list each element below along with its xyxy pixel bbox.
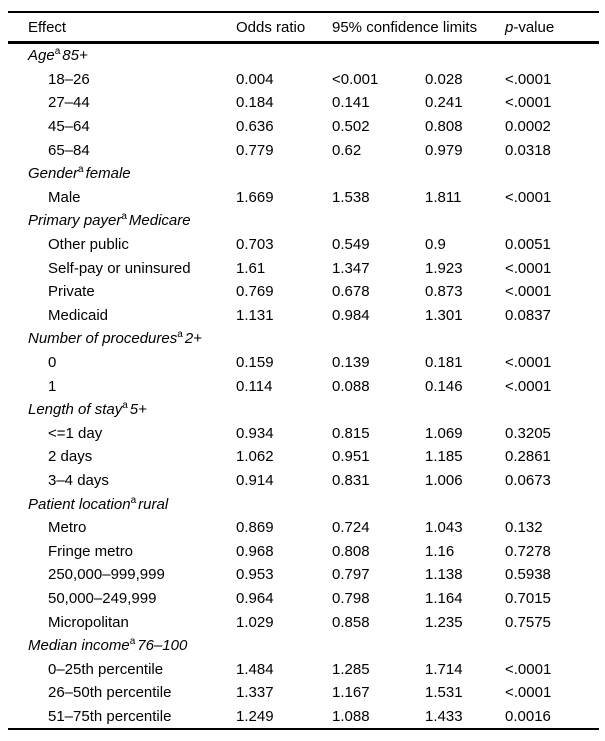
section-header-row — [8, 327, 599, 351]
ci-upper-cell: 0.808 — [425, 118, 463, 136]
section-reference-level: rural — [138, 495, 169, 513]
ci-lower-cell: 1.538 — [332, 188, 370, 206]
section-header-row — [8, 209, 599, 233]
ci-lower-cell: 0.139 — [332, 354, 370, 372]
effect-cell: Private — [48, 283, 95, 301]
table-row — [8, 469, 599, 493]
header-row — [8, 12, 599, 43]
p-value-cell: 0.132 — [505, 519, 543, 537]
odds-ratio-cell: 1.669 — [236, 188, 274, 206]
p-value-cell: <.0001 — [505, 660, 552, 678]
ci-upper-cell: 1.043 — [425, 519, 463, 537]
p-value-cell: 0.7278 — [505, 542, 551, 560]
table-row — [8, 138, 599, 162]
section-header-row — [8, 634, 599, 658]
ci-lower-cell: 0.502 — [332, 118, 370, 136]
p-value-cell: <.0001 — [505, 684, 552, 702]
table-row — [8, 422, 599, 446]
ci-lower-cell: 0.831 — [332, 471, 370, 489]
section-reference-level: female — [85, 165, 131, 183]
table-row — [8, 445, 599, 469]
odds-ratio-cell: 0.159 — [236, 354, 274, 372]
section-reference-level: 2+ — [184, 330, 202, 348]
p-value-cell: 0.7015 — [505, 589, 551, 607]
table-row — [8, 610, 599, 634]
p-value-cell: 0.5938 — [505, 566, 551, 584]
ci-lower-cell: 0.951 — [332, 448, 370, 466]
ci-upper-cell: 1.811 — [425, 188, 462, 206]
table-row — [8, 68, 599, 92]
p-value-cell: 0.0673 — [505, 471, 551, 489]
p-value-cell: 0.0837 — [505, 306, 551, 324]
table-header — [8, 12, 599, 43]
section-reference-level: 85+ — [62, 47, 88, 65]
footnote-marker: a — [78, 164, 84, 176]
section-header-cell — [8, 209, 599, 233]
odds-ratio-cell: 1.484 — [236, 660, 274, 678]
effect-cell: 3–4 days — [48, 471, 109, 489]
ci-lower-cell: 0.678 — [332, 283, 370, 301]
section-header-cell — [8, 634, 599, 658]
ci-upper-cell: 0.979 — [425, 141, 463, 159]
ci-lower-cell: 1.088 — [332, 707, 370, 725]
table-row — [8, 516, 599, 540]
odds-ratio-cell: 0.114 — [236, 377, 273, 395]
effect-cell: Fringe metro — [48, 542, 134, 560]
effect-cell: 2 days — [48, 448, 93, 466]
footnote-marker: a — [122, 400, 128, 412]
odds-ratio-cell: 1.249 — [236, 707, 274, 725]
ci-upper-cell: 0.181 — [425, 354, 463, 372]
ci-upper-cell: 0.873 — [425, 283, 463, 301]
ci-upper-cell: 1.138 — [425, 566, 463, 584]
effect-cell: Micropolitan — [48, 613, 129, 631]
p-value-cell: 0.0318 — [505, 141, 551, 159]
p-value-cell: <.0001 — [505, 70, 552, 88]
odds-ratio-table — [8, 11, 599, 730]
odds-ratio-cell: 0.779 — [236, 141, 274, 159]
odds-ratio-cell: 0.869 — [236, 519, 274, 537]
section-variable-name: Median income — [28, 637, 130, 655]
footnote-marker: a — [54, 46, 61, 58]
odds-ratio-cell: 0.914 — [236, 471, 274, 489]
ci-lower-cell: 0.858 — [332, 613, 370, 631]
section-header-cell — [8, 162, 599, 186]
table-row — [8, 115, 599, 139]
odds-ratio-cell: 0.964 — [236, 589, 274, 607]
effect-cell: 26–50th percentile — [48, 684, 172, 702]
ci-lower-cell: 0.984 — [332, 306, 370, 324]
section-header-cell — [8, 327, 599, 351]
column-header-effect: Effect — [8, 12, 236, 43]
section-header-row — [8, 162, 599, 186]
section-variable-name: Gender — [28, 165, 79, 183]
table-row — [8, 374, 599, 398]
table-row — [8, 539, 599, 563]
section-header-cell — [8, 43, 599, 68]
section-reference-level: Medicare — [128, 212, 191, 230]
odds-ratio-cell: 1.337 — [236, 684, 274, 702]
ci-lower-cell: 0.815 — [332, 424, 370, 442]
ci-upper-cell: 1.235 — [425, 613, 463, 631]
effect-cell: 50,000–249,999 — [48, 589, 157, 607]
p-value-cell: <.0001 — [505, 94, 552, 112]
effect-cell: Self-pay or uninsured — [48, 259, 191, 277]
table-row — [8, 280, 599, 304]
ci-lower-cell: 0.797 — [332, 566, 370, 584]
section-variable-name: Primary payer — [28, 212, 122, 230]
section-header-row — [8, 43, 599, 68]
section-variable-name: Age — [28, 47, 55, 65]
effect-cell: 51–75th percentile — [48, 707, 172, 725]
section-reference-level: 76–100 — [137, 637, 188, 655]
footnote-marker: a — [121, 211, 127, 223]
ci-upper-cell: 0.9 — [425, 236, 446, 254]
table-body — [8, 43, 599, 730]
ci-lower-cell: 0.798 — [332, 589, 370, 607]
ci-lower-cell: 0.141 — [332, 94, 370, 112]
table-row — [8, 657, 599, 681]
table-row — [8, 705, 599, 730]
ci-lower-cell: 0.62 — [332, 141, 362, 159]
section-variable-name: Length of stay — [28, 401, 123, 419]
footnote-marker: a — [129, 636, 136, 648]
table-row — [8, 233, 599, 257]
odds-ratio-cell: 0.004 — [236, 70, 274, 88]
ci-lower-cell: 0.724 — [332, 519, 370, 537]
ci-upper-cell: 1.185 — [425, 448, 463, 466]
p-value-cell: 0.7575 — [505, 613, 551, 631]
table-row — [8, 587, 599, 611]
ci-lower-cell: 1.285 — [332, 660, 370, 678]
effect-cell: 18–26 — [48, 70, 90, 88]
table-row — [8, 256, 599, 280]
odds-ratio-cell: 0.636 — [236, 118, 274, 136]
section-header-row — [8, 398, 599, 422]
section-variable-name: Patient location — [28, 495, 131, 513]
p-value-cell: <.0001 — [505, 283, 552, 301]
section-variable-name: Number of procedures — [28, 330, 178, 348]
p-value-cell: <.0001 — [505, 188, 552, 206]
ci-upper-cell: 1.714 — [425, 660, 463, 678]
ci-lower-cell: <0.001 — [332, 70, 379, 88]
table-row — [8, 91, 599, 115]
column-header-odds-ratio: Odds ratio — [236, 12, 332, 43]
effect-cell: <=1 day — [48, 424, 103, 442]
p-value-cell: 0.0002 — [505, 118, 551, 136]
ci-lower-cell: 1.347 — [332, 259, 370, 277]
effect-cell: 1 — [48, 377, 57, 395]
odds-ratio-cell: 0.934 — [236, 424, 274, 442]
ci-upper-cell: 1.923 — [425, 259, 463, 277]
footnote-marker: a — [130, 494, 137, 506]
section-reference-level: 5+ — [129, 401, 147, 419]
ci-lower-cell: 1.167 — [332, 684, 370, 702]
effect-cell: 0 — [48, 354, 57, 372]
ci-lower-cell: 0.088 — [332, 377, 370, 395]
effect-cell: 250,000–999,999 — [48, 566, 165, 584]
p-value-cell: <.0001 — [505, 354, 552, 372]
p-value-cell: 0.0051 — [505, 236, 551, 254]
p-value-italic-p: p — [505, 18, 514, 36]
column-header-p-value — [505, 12, 599, 43]
column-header-confidence-limits: 95% confidence limits — [332, 12, 505, 43]
ci-upper-cell: 1.531 — [425, 684, 463, 702]
odds-ratio-cell: 1.61 — [236, 259, 266, 277]
table-row — [8, 681, 599, 705]
ci-upper-cell: 0.241 — [425, 94, 463, 112]
effect-cell: Other public — [48, 236, 129, 254]
ci-upper-cell: 1.069 — [425, 424, 463, 442]
p-value-cell: 0.2861 — [505, 448, 551, 466]
ci-upper-cell: 1.433 — [425, 707, 463, 725]
effect-cell: 27–44 — [48, 94, 90, 112]
ci-lower-cell: 0.549 — [332, 236, 370, 254]
effect-cell: Male — [48, 188, 81, 206]
table-row — [8, 304, 599, 328]
p-value-rest: -value — [513, 18, 555, 36]
odds-ratio-cell: 0.184 — [236, 94, 274, 112]
effect-cell: Metro — [48, 519, 87, 537]
section-header-row — [8, 492, 599, 516]
effect-cell: Medicaid — [48, 306, 109, 324]
effect-cell: 65–84 — [48, 141, 90, 159]
p-value-cell: <.0001 — [505, 259, 552, 277]
ci-lower-cell: 0.808 — [332, 542, 370, 560]
p-value-cell: 0.0016 — [505, 707, 551, 725]
footnote-marker: a — [177, 329, 183, 341]
ci-upper-cell: 1.16 — [425, 542, 455, 560]
odds-ratio-cell: 0.703 — [236, 236, 274, 254]
odds-ratio-cell: 1.062 — [236, 448, 274, 466]
odds-ratio-cell: 0.769 — [236, 283, 274, 301]
p-value-cell: 0.3205 — [505, 424, 551, 442]
odds-ratio-cell: 0.968 — [236, 542, 274, 560]
odds-ratio-cell: 1.029 — [236, 613, 274, 631]
p-value-cell: <.0001 — [505, 377, 552, 395]
effect-cell: 0–25th percentile — [48, 660, 164, 678]
table-row — [8, 186, 599, 210]
ci-upper-cell: 0.028 — [425, 70, 463, 88]
odds-ratio-cell: 1.131 — [236, 306, 274, 324]
effect-cell: 45–64 — [48, 118, 90, 136]
section-header-cell — [8, 492, 599, 516]
ci-upper-cell: 1.164 — [425, 589, 463, 607]
ci-upper-cell: 1.006 — [425, 471, 463, 489]
ci-upper-cell: 0.146 — [425, 377, 463, 395]
table-row — [8, 351, 599, 375]
ci-upper-cell: 1.301 — [425, 306, 463, 324]
odds-ratio-cell: 0.953 — [236, 566, 274, 584]
section-header-cell — [8, 398, 599, 422]
table-row — [8, 563, 599, 587]
